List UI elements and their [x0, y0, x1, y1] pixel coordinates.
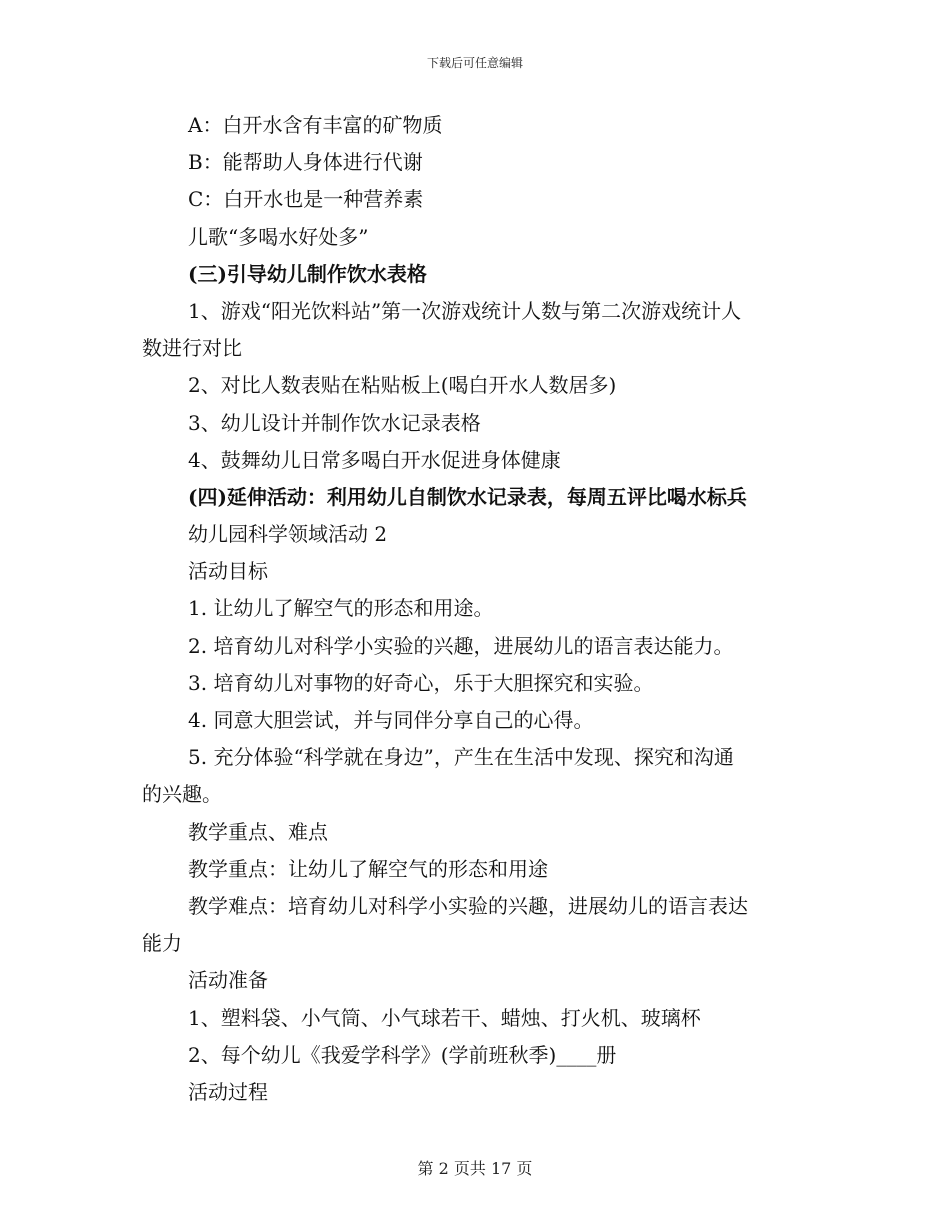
paragraph-line: (四)延伸活动：利用幼儿自制饮水记录表，每周五评比喝水标兵 [188, 484, 747, 509]
paragraph-line: 教学重点、难点 [188, 819, 328, 844]
paragraph-line: 1、游戏“阳光饮料站”第一次游戏统计人数与第二次游戏统计人 [188, 298, 742, 323]
paragraph-line: 数进行对比 [142, 336, 242, 361]
paragraph-line: 儿歌“多喝水好处多” [188, 224, 369, 249]
paragraph-line: 教学重点：让幼儿了解空气的形态和用途 [188, 856, 548, 881]
paragraph-line: 2、对比人数表贴在粘贴板上(喝白开水人数居多) [188, 373, 617, 398]
paragraph-line: 幼儿园科学领域活动 2 [188, 522, 388, 547]
paragraph-line: 4、鼓舞幼儿日常多喝白开水促进身体健康 [188, 447, 561, 472]
document-body [0, 107, 950, 1111]
paragraph-line: 3、幼儿设计并制作饮水记录表格 [188, 410, 481, 435]
paragraph-line: 活动准备 [188, 968, 268, 993]
paragraph-line: 的兴趣。 [142, 782, 222, 807]
paragraph-line: 4. 同意大胆尝试，并与同伴分享自己的心得。 [188, 708, 594, 732]
paragraph-line: 能力 [142, 931, 182, 956]
page-header: 下载后可任意编辑 [426, 56, 523, 70]
paragraph-line: 活动目标 [188, 559, 268, 584]
paragraph-line: 活动过程 [188, 1079, 268, 1104]
paragraph-line: (三)引导幼儿制作饮水表格 [188, 261, 427, 286]
paragraph-line: 2、每个幼儿《我爱学科学》(学前班秋季)____册 [188, 1042, 617, 1067]
paragraph-line: 1、塑料袋、小气筒、小气球若干、蜡烛、打火机、玻璃杯 [188, 1005, 701, 1030]
paragraph-line: B：能帮助人身体进行代谢 [188, 150, 423, 175]
paragraph-line: 教学难点：培育幼儿对科学小实验的兴趣，进展幼儿的语言表达 [188, 893, 748, 918]
paragraph-line: 2. 培育幼儿对科学小实验的兴趣，进展幼儿的语言表达能力。 [188, 633, 734, 658]
page-footer: 第 2 页共 17 页 [417, 1159, 533, 1178]
paragraph-line: 1. 让幼儿了解空气的形态和用途。 [188, 596, 494, 621]
paragraph-line: C：白开水也是一种营养素 [188, 187, 424, 212]
paragraph-line: 3. 培育幼儿对事物的好奇心，乐于大胆探究和实验。 [188, 670, 654, 695]
paragraph-line: 5. 充分体验“科学就在身边”，产生在生活中发现、探究和沟通 [188, 745, 734, 770]
paragraph-line: A：白开水含有丰富的矿物质 [188, 113, 443, 137]
